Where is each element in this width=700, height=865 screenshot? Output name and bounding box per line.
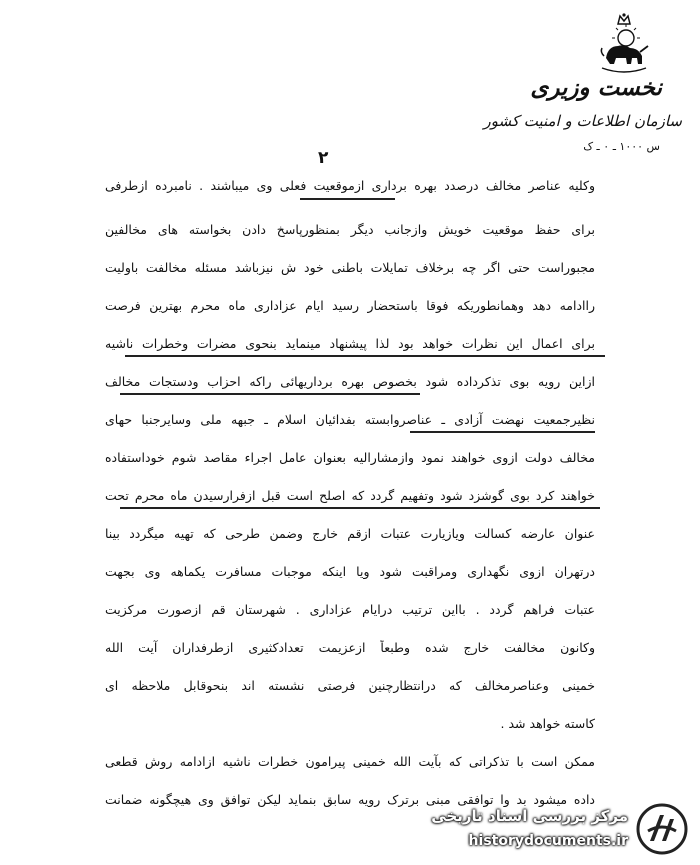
watermark-name: مرکز بررسی اسناد تاریخی bbox=[431, 807, 628, 825]
body-line: مجبوراست حتی اگر چه برخلاف تمایلات باطنی خود ش نیزباشد مسئله مخالفت باولیت bbox=[105, 260, 595, 275]
body-line: برای اعمال این نظرات خواهد بود لذا پیشنهاد مینماید بنحوی مضرات وخطرات ناشیه bbox=[105, 336, 595, 351]
handwritten-underline bbox=[300, 198, 395, 200]
handwritten-underline bbox=[410, 431, 595, 433]
handwritten-underline bbox=[125, 355, 605, 357]
letterhead-organization: سازمان اطلاعات و امنیت کشور bbox=[483, 112, 682, 130]
document-center-logo-icon bbox=[634, 801, 690, 857]
body-line: نظیرجمعیت نهضت آزادی ـ عناصروابسته بفدائیان اسلام ـ جبهه ملی وسایرجنبا حهای bbox=[105, 412, 595, 427]
handwritten-underline bbox=[120, 393, 420, 395]
letterhead-title: نخست وزیری bbox=[530, 74, 662, 101]
body-line: عنوان عارضه کسالت ویازیارت عتبات ازقم خارج وضمن طرحی که تهیه میگردد بینا bbox=[105, 526, 595, 541]
body-line: خواهند کرد بوی گوشزد شود وتفهیم گردد که اصلح است قبل ازفرارسیدن ماه محرم تحت bbox=[105, 488, 595, 503]
archive-watermark bbox=[394, 799, 694, 861]
body-line: مخالف دولت ازوی خواهند نمود وازمشارالیه بعنوان عامل اجراء مقاصد شوم خوداستفاده bbox=[105, 450, 595, 465]
body-line: برای حفظ موقعیت خویش وازجانب دیگر بمنظورپاسخ دادن بخواسته های مخالفین bbox=[105, 222, 595, 237]
watermark-url: historydocuments.ir bbox=[468, 833, 628, 849]
body-line: راادامه دهد وهمانطوریکه فوقا باستحضار رسید ایام عزاداری ماه محرم بهترین فرصت bbox=[105, 298, 595, 313]
body-line: وکلیه عناصر مخالف درصدد بهره برداری ازموقعیت فعلی وی میباشند . نامبرده ازطرفی bbox=[105, 178, 595, 193]
page-number: ۲ bbox=[318, 148, 329, 168]
body-line: وکانون مخالفت خارج شده وطبعاً ازعزیمت تعدادکثیری ازطرفداران آیت الله bbox=[105, 640, 595, 655]
handwritten-underline bbox=[120, 507, 600, 509]
body-line: درتهران ازوی نگهداری ومراقبت شود ویا اینکه موجبات مسافرت یکماهه وی بجهت bbox=[105, 564, 595, 579]
body-line: ازاین رویه بوی تذکرداده شود بخصوص بهره برداریهائی راکه احزاب ودستجات مخالف bbox=[105, 374, 595, 389]
letterhead-reference: س ۱۰۰۰ ـ ۰ ـ ک bbox=[583, 140, 660, 153]
body-line: عتبات فراهم گردد . بااین ترتیب درایام عزاداری . شهرستان قم ازصورت مرکزیت bbox=[105, 602, 595, 617]
body-line: خمینی وعناصرمخالف که درانتظارچنین فرصتی نشسته اند بنحوقابل ملاحظه ای bbox=[105, 678, 595, 693]
body-line: کاسته خواهد شد . bbox=[500, 716, 595, 731]
body-line: ممکن است با تذکراتی که بآیت الله خمینی پیرامون خطرات ناشیه ازادامه روش قطعی bbox=[105, 754, 595, 769]
body-line: داده میشود بد وا توافقی مبنی برترک رویه سابق بنماید لیکن توافق وی هیچگونه ضمانت bbox=[105, 792, 595, 807]
